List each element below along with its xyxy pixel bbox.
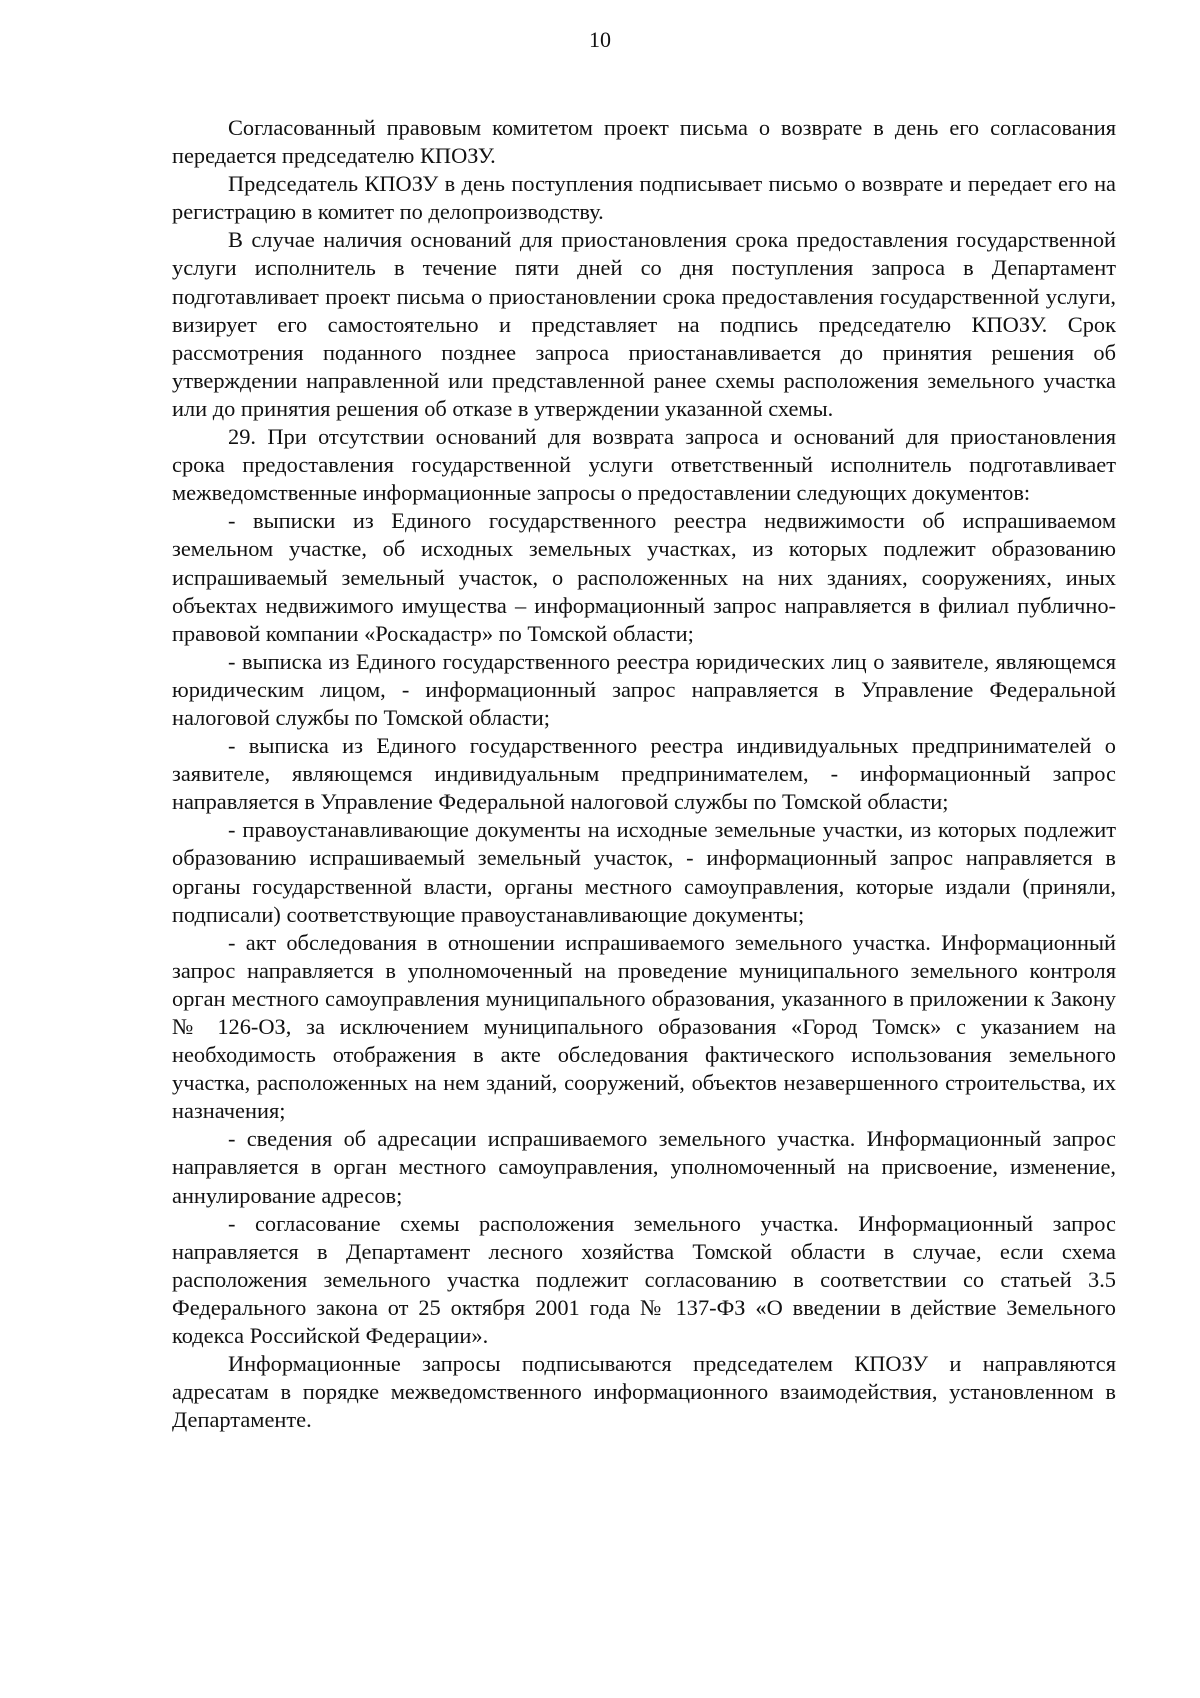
paragraph-suspension: В случае наличия оснований для приостановления срока предоставления государственной услуги исполнитель в течение пяти дней со дня поступления запроса в Департамент подготавливает проект письма о приостановлении срока предоставления государственной услуги, визирует его самостоятельно и представляет на подпись председателю КПОЗУ. Срок рассмотрения поданного позднее запроса приостанавливается до принятия решения об утверждении направленной или представленной ранее схемы расположения земельного участка или до принятия решения об отказе в утверждении указанной схемы.	[172, 227, 1116, 421]
list-item-inspection-act: - акт обследования в отношении испрашиваемого земельного участка. Информационный запрос направляется в уполномоченный на проведение муниципального земельного контроля орган местного самоуправления муниципального образования, указанного в приложении к Закону № 126-ОЗ, за исключением муниципального образования «Город Томск» с указанием на необходимость отображения в акте обследования фактического использования земельного участка, расположенных на нем зданий, сооружений, объектов незавершенного строительства, их назначения;	[172, 929, 1116, 1124]
list-item-legal-entities-registry: - выписка из Единого государственного реестра юридических лиц о заявителе, являющемся юридическим лицом, - информационный запрос направляется в Управление Федеральной налоговой службы по Томской области;	[172, 648, 1116, 730]
list-item-real-estate-registry: - выписки из Единого государственного реестра недвижимости об испрашиваемом земельном участке, об исходных земельных участках, из которых подлежит образованию испрашиваемый земельный участок, о расположенных на них зданиях, сооружениях, иных объектах недвижимого имущества – информационный запрос направляется в филиал публично-правовой компании «Роскадастр» по Томской области;	[172, 508, 1116, 646]
paragraph-29-requests: 29. При отсутствии оснований для возврата запроса и оснований для приостановления срока предоставления государственной услуги ответственный исполнитель подготавливает межведомственные информационные запросы о предоставлении следующих документов:	[172, 424, 1116, 506]
document-body	[172, 114, 1116, 1434]
paragraph-requests-signed: Информационные запросы подписываются председателем КПОЗУ и направляются адресатам в порядке межведомственного информационного взаимодействия, установленном в Департаменте.	[172, 1351, 1116, 1433]
list-item-entrepreneurs-registry: - выписка из Единого государственного реестра индивидуальных предпринимателей о заявителе, являющемся индивидуальным предпринимателем, - информационный запрос направляется в Управление Федеральной налоговой службы по Томской области;	[172, 733, 1116, 815]
list-item-title-documents: - правоустанавливающие документы на исходные земельные участки, из которых подлежит образованию испрашиваемый земельный участок, - информационный запрос направляется в органы государственной власти, органы местного самоуправления, которые издали (приняли, подписали) соответствующие правоустанавливающие документы;	[172, 817, 1116, 927]
page-number: 10	[589, 27, 611, 52]
paragraph-chairman-signs: Председатель КПОЗУ в день поступления подписывает письмо о возврате и передает его на регистрацию в комитет по делопроизводству.	[172, 171, 1116, 225]
list-item-scheme-approval: - согласование схемы расположения земельного участка. Информационный запрос направляется в Департамент лесного хозяйства Томской области в случае, если схема расположения земельного участка подлежит согласованию в соответствии со статьей 3.5 Федерального закона от 25 октября 2001 года № 137-ФЗ «О введении в действие Земельного кодекса Российской Федерации».	[172, 1210, 1116, 1349]
list-item-addressing: - сведения об адресации испрашиваемого земельного участка. Информационный запрос направляется в орган местного самоуправления, уполномоченный на присвоение, изменение, аннулирование адресов;	[172, 1126, 1116, 1208]
paragraph-approved-draft: Согласованный правовым комитетом проект письма о возврате в день его согласования передается председателю КПОЗУ.	[172, 115, 1116, 169]
